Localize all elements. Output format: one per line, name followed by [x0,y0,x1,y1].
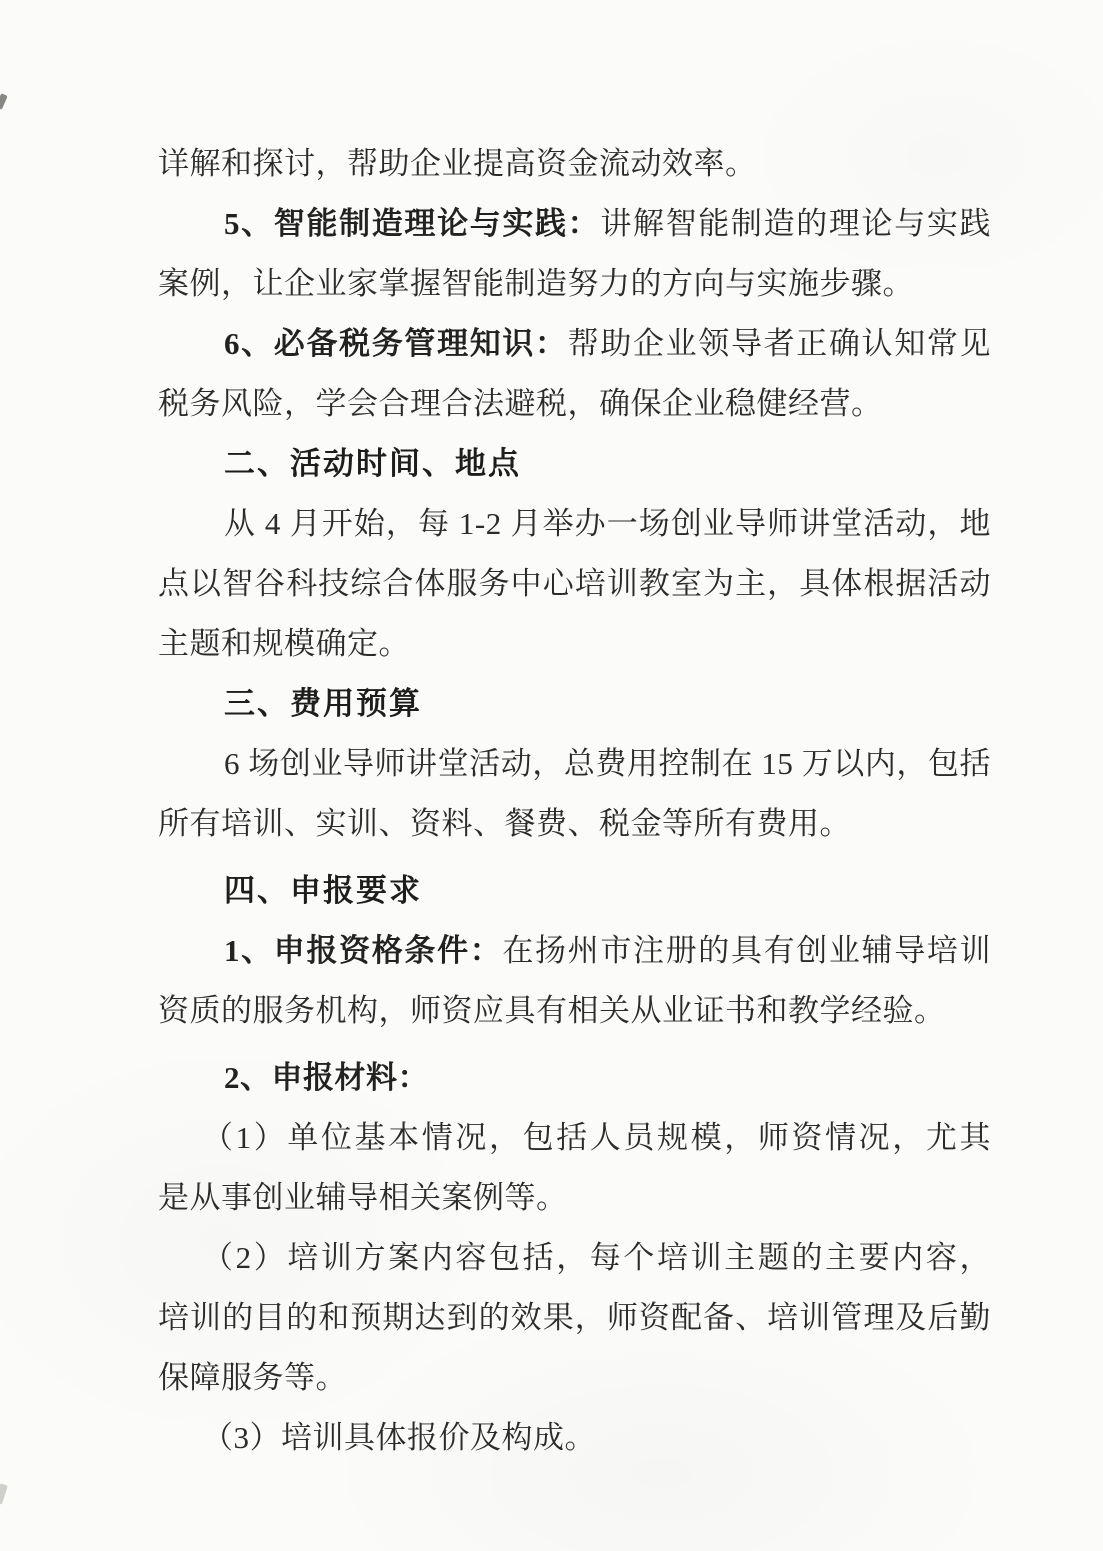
list-item-6 [158,314,991,374]
line-text: 帮助企业领导者正确认知常见 [567,326,992,361]
line-text: 在扬州市注册的具有创业辅导培训 [502,933,992,968]
item-label: 5、智能制造理论与实践： [224,206,601,241]
sub-item-1: （1）单位基本情况，包括人员规模，师资情况，尤其 [202,1120,991,1155]
section-heading-2: 二、活动时间、地点 [224,446,521,481]
sub-item-3: （3）培训具体报价及构成。 [202,1420,596,1455]
text-line: 所有培训、实训、资料、餐费、税金等所有费用。 [158,806,851,841]
text-line: 从 4 月开始，每 1-2 月举办一场创业导师讲堂活动，地 [224,506,991,541]
text-line: 资质的服务机构，师资应具有相关从业证书和教学经验。 [158,993,946,1028]
text-line: 点以智谷科技综合体服务中心培训教室为主，具体根据活动 [158,566,991,601]
text-line: 详解和探讨，帮助企业提高资金流动效率。 [158,146,757,181]
sub-item-2: （2）培训方案内容包括，每个培训主题的主要内容， [202,1240,991,1275]
text-line: 主题和规模确定。 [158,626,410,661]
text-line: 6 场创业导师讲堂活动，总费用控制在 15 万以内，包括 [224,746,991,781]
line-text: 讲解智能制造的理论与实践 [600,206,992,241]
item-label: 6、必备税务管理知识： [224,326,568,361]
scan-edge-artifact [0,1483,8,1504]
text-line: 是从事创业辅导相关案例等。 [158,1180,568,1215]
text-line: 税务风险，学会合理合法避税，确保企业稳健经营。 [158,386,883,421]
text-line: 培训的目的和预期达到的效果，师资配备、培训管理及后勤 [158,1300,991,1335]
list-item-5 [158,194,991,254]
list-item-2-label: 2、申报材料： [224,1060,429,1095]
list-item-1 [158,921,991,981]
text-line: 保障服务等。 [158,1360,347,1395]
document-body [158,134,991,1468]
scan-edge-artifact [0,93,8,110]
section-heading-4: 四、申报要求 [224,873,422,908]
section-heading-3: 三、费用预算 [224,686,422,721]
item-label: 1、申报资格条件： [224,933,503,968]
text-line: 案例，让企业家掌握智能制造努力的方向与实施步骤。 [158,266,914,301]
